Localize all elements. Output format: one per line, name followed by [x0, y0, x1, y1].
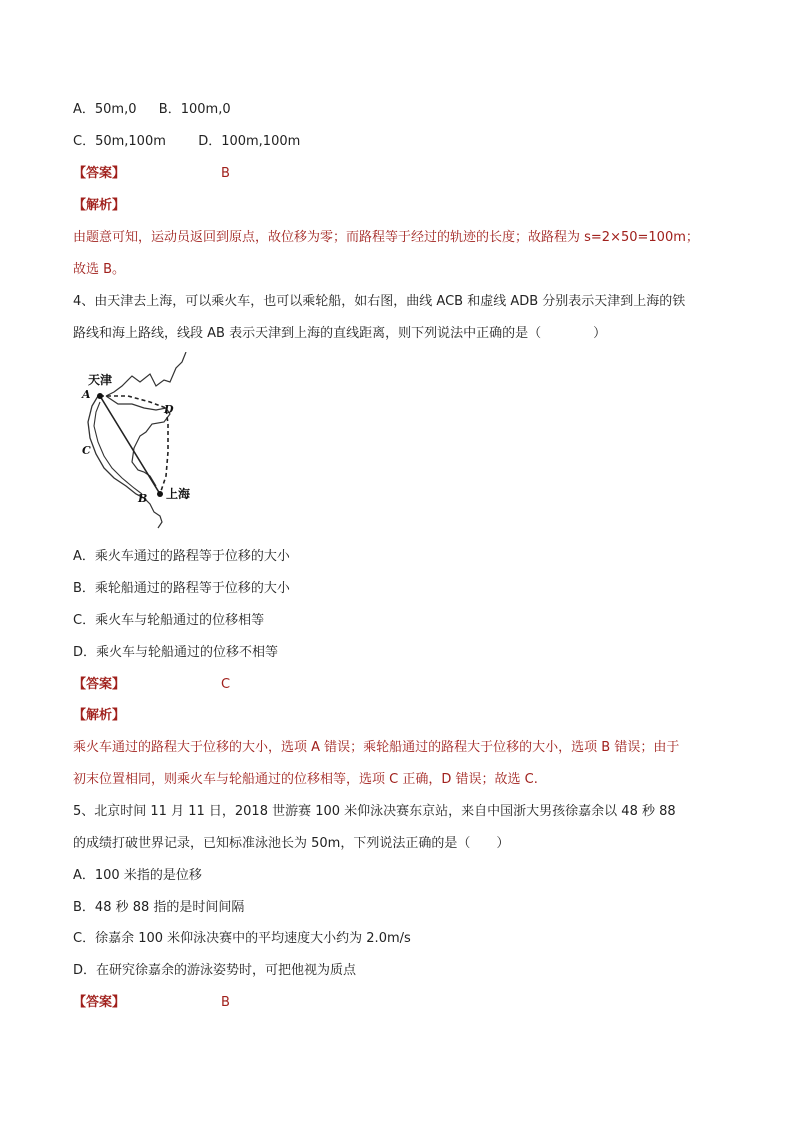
q3-options-ab [73, 101, 231, 119]
q4-option-c: C．乘火车与轮船通过的位移相等 [73, 613, 265, 628]
q5-stem-line-2: 的成绩打破世界记录，已知标准泳池长为 50m，下列说法正确的是（ ） [73, 836, 510, 851]
q3-options-cd [73, 133, 300, 151]
label-c: C [82, 444, 91, 457]
sea-route-dashed [100, 396, 168, 494]
q4-answer-tag: 【答案】 [73, 677, 126, 692]
q5-stem-line-1: 5、北京时间 11 月 11 日，2018 世游赛 100 米仰泳决赛东京站，来自中国浙大男孩徐嘉余以 48 秒 88 [73, 804, 676, 819]
coastline-east [106, 396, 170, 486]
q3-option-b: B．100m,0 [158, 102, 231, 117]
q4-analysis-line-1: 乘火车通过的路程大于位移的大小，选项 A 错误；乘轮船通过的路程大于位移的大小，选项 B 错误；由于 [73, 740, 680, 755]
q3-analysis-line-1: 由题意可知，运动员返回到原点，故位移为零；而路程等于经过的轨迹的长度；故路程为 s=2×50=100m； [73, 230, 699, 245]
label-d: D [164, 403, 174, 416]
straight-line-ab [100, 396, 160, 494]
q3-answer-tag: 【答案】 [73, 166, 126, 181]
q4-answer-value: C [221, 677, 231, 692]
q4-analysis-tag: 【解析】 [73, 708, 126, 723]
q4-analysis-line-2: 初末位置相同，则乘火车与轮船通过的位移相等，选项 C 正确，D 错误；故选 C. [73, 772, 538, 787]
q4-answer-row [73, 676, 231, 694]
coastline-north [106, 352, 186, 396]
label-a: A [82, 388, 91, 401]
label-b: B [138, 492, 148, 505]
q5-answer-row [73, 994, 230, 1012]
q5-option-c: C．徐嘉余 100 米仰泳决赛中的平均速度大小约为 2.0m/s [73, 931, 411, 946]
q4-option-a: A．乘火车通过的路程等于位移的大小 [73, 549, 290, 564]
q4-stem-line-2: 路线和海上路线，线段 AB 表示天津到上海的直线距离，则下列说法中正确的是（ ） [73, 326, 607, 341]
q4-stem-line-1: 4、由天津去上海，可以乘火车，也可以乘轮船，如右图，曲线 ACB 和虚线 ADB 分别表示天津到上海的铁 [73, 294, 686, 309]
point-a [97, 393, 103, 399]
q3-option-a: A．50m,0 [73, 102, 137, 117]
q3-analysis-line-2: 故选 B。 [73, 262, 126, 277]
q5-option-d: D．在研究徐嘉余的游泳姿势时，可把他视为质点 [73, 963, 357, 978]
q3-answer-value: B [221, 166, 230, 181]
point-b [157, 491, 163, 497]
label-shanghai: 上海 [166, 487, 191, 501]
q3-option-c: C．50m,100m [73, 134, 166, 149]
q5-answer-tag: 【答案】 [73, 995, 126, 1010]
q4-option-d: D．乘火车与轮船通过的位移不相等 [73, 645, 279, 660]
q3-answer-row [73, 165, 230, 183]
q5-option-b: B．48 秒 88 指的是时间间隔 [73, 900, 245, 915]
q4-option-b: B．乘轮船通过的路程等于位移的大小 [73, 581, 290, 596]
q3-analysis-tag: 【解析】 [73, 198, 126, 213]
tianjin-shanghai-route-map [78, 352, 208, 530]
q5-answer-value: B [221, 995, 230, 1010]
label-tianjin: 天津 [88, 373, 113, 387]
q5-option-a: A．100 米指的是位移 [73, 868, 202, 883]
q3-option-d: D．100m,100m [198, 134, 301, 149]
